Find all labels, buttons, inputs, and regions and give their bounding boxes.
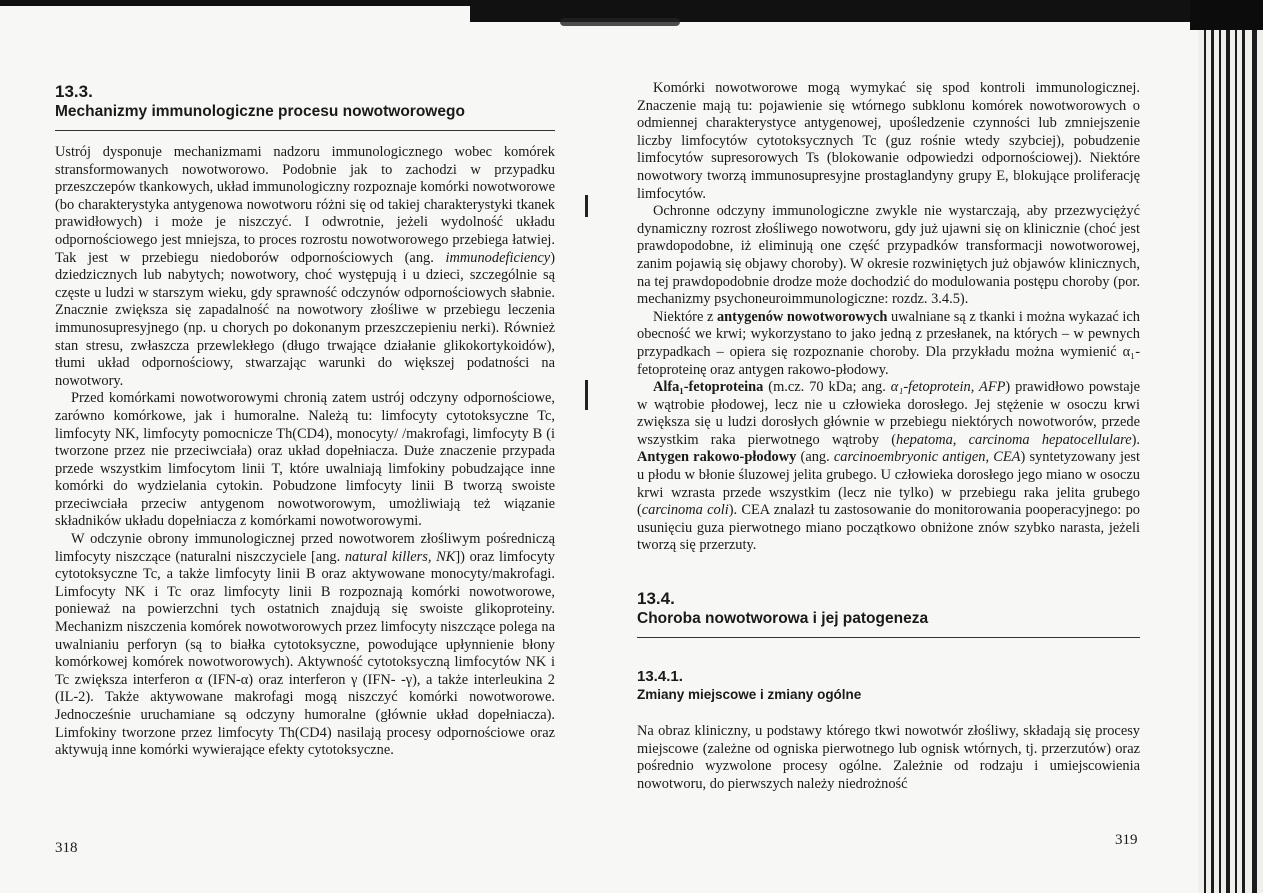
italic-term: α₁-fetoprotein, AFP bbox=[890, 379, 1006, 396]
text-run: uwalniane są z tkanki i można wykazać ich obecność we krwi; wykorzystano to jako jedną z przesłanek, na których – w pewnych przypadkach – opiera się rozpoznanie choroby. Dla przykładu można wymienić α₁-fetoproteinę oraz antygen rakowo-płodowy. bbox=[637, 308, 1140, 378]
right-page bbox=[637, 80, 1140, 793]
section-number: 13.3. bbox=[55, 82, 93, 101]
text-run: W odczynie obrony immunologicznej przed nowotworem złośliwym pośredniczą limfocyty niszczące (naturalni niszczyciele [ang. bbox=[55, 531, 555, 565]
text-run: Niektóre z bbox=[653, 308, 717, 325]
bold-term: antygenów nowotworowych bbox=[716, 308, 888, 325]
page-number-right: 319 bbox=[1115, 832, 1138, 848]
page-number-left: 318 bbox=[55, 840, 78, 856]
section-title: Mechanizmy immunologiczne procesu nowotworowego bbox=[55, 103, 465, 120]
book-spine-marks bbox=[585, 150, 591, 650]
bold-term: Alfa₁-fetoproteina bbox=[653, 379, 764, 396]
text-run: ). bbox=[1131, 431, 1141, 448]
page-edge-stack bbox=[1198, 30, 1263, 893]
paragraph bbox=[637, 309, 1140, 379]
text-run: (ang. bbox=[796, 449, 834, 466]
italic-term: immunodeficiency bbox=[445, 249, 551, 266]
paragraph bbox=[637, 379, 1140, 555]
section-title: Choroba nowotworowa i jej patogeneza bbox=[637, 610, 929, 628]
text-run: Ustrój dysponuje mechanizmami nadzoru immunologicznego wobec komórek stransformowanych nowotworowo. Podobnie jak to zachodzi w przypadku przeszczepów tkankowych, układ immunologiczny rozpoznaje komórki nowotworowe (bo charakterystyka antygenowa nowotworu różni się od takiej charakterystyki tkanek prawidłowych) i może je niszczyć. I odwrotnie, jeżeli wydolność układu odpornościowego jest mniejsza, to proces rozrostu nowotworowego przebiega łatwiej. Tak jest w przebiegu niedoborów odpornościowych (ang. bbox=[55, 144, 555, 266]
paragraph bbox=[55, 144, 555, 390]
paragraph bbox=[637, 203, 1140, 309]
scan-top-shadow bbox=[0, 0, 1263, 30]
bold-term: Antygen rakowo-płodowy bbox=[637, 449, 797, 466]
subsection-title: Zmiany miejscowe i zmiany ogólne bbox=[637, 687, 862, 703]
text-run: (m.cz. 70 kDa; ang. bbox=[763, 379, 891, 396]
subsection-number: 13.4.1. bbox=[637, 668, 683, 686]
italic-term: carcinoma coli bbox=[641, 502, 729, 519]
italic-term: natural killers, NK bbox=[344, 548, 456, 565]
text-run: ) syntetyzowany jest u płodu w błonie śluzowej jelita grubego. U człowieka dorosłego jego miano w osoczu krwi wzrasta przede wszystkim (lecz nie tylko) w przebiegu raka jelita grubego ( bbox=[637, 449, 1140, 519]
left-page bbox=[55, 82, 555, 760]
text-run: ). CEA znalazł tu zastosowanie do monitorowania pooperacyjnego: po usunięciu guza pierwotnego miano początkowo obniżone znów szybko narasta, jeżeli tworzą się przerzuty. bbox=[637, 502, 1140, 554]
text-run: ) prawidłowo powstaje w wątrobie płodowej, lecz nie u człowieka dorosłego. Jej stężenie w osoczu krwi zwiększa się u ludzi dorosłych głównie w przebiegu niektórych nowotworów, przede wszystkim raka pierwotnego wątroby ( bbox=[637, 379, 1140, 448]
italic-term: carcinoembryonic antigen, CEA bbox=[833, 449, 1021, 466]
text-run: Na obraz kliniczny, u podstawy którego tkwi nowotwór złośliwy, składają się procesy miejscowe (zależne od ogniska pierwotnego lub ognisk wtórnych, tj. przerzutów) oraz pośrednio wyzwolone procesy ogólne. Zależnie od rodzaju i umiejscowienia nowotworu, do pierwszych należy niedrożność bbox=[637, 723, 1140, 792]
text-run: Komórki nowotworowe mogą wymykać się spod kontroli immunologicznej. Znaczenie mają tu: pojawienie się wtórnego subklonu komórek nowotworowych o odmiennej charakterystyce antygenowej, upośledzenie czynności lub zmniejszenie liczby limfocytów cytotoksycznych Tc (guz rośnie wtedy szybciej), pobudzenie limfocytów supresorowych Ts (blokowanie odpowiedzi odpornościowej). Niektóre nowotwory tworzą immunosupresyjne prostaglandyny grupy E, blokujące proliferację limfocytów. bbox=[637, 80, 1140, 202]
italic-term: hepatoma, carcinoma hepatocellulare bbox=[896, 431, 1132, 448]
paragraph bbox=[55, 390, 555, 531]
paragraph bbox=[55, 531, 555, 760]
section-number: 13.4. bbox=[637, 589, 675, 609]
paragraph bbox=[637, 80, 1140, 203]
text-run: Przed komórkami nowotworowymi chronią zatem ustrój odczyny odpornościowe, zarówno komórkowe, jak i humoralne. Należą tu: limfocyty cytotoksyczne Tc, limfocyty NK, limfocyty pomocnicze Th(CD4), monocyty/ /makrofagi, limfocyty B (i tworzone przez nie przeciwciała) oraz układ dopełniacza. Duże znaczenie przypada przede wszystkim limfocytom linii T, które uwalniają limfokiny pobudzające inne komórki do wydzielania cytokin. Pobudzone limfocyty linii B tworzą swoiste przeciwciała przeciw antygenom nowotworowym, umożliwiają też wiązanie składników układu dopełniacza z komórkami nowotworowymi. bbox=[55, 390, 555, 530]
paragraph bbox=[637, 723, 1140, 793]
text-run: ]) oraz limfocyty cytotoksyczne Tc, a także limfocyty linii B oraz aktywowane monocyty/makrofagi. Limfocyty NK i Tc oraz limfocyty linii B rozpoznają komórki nowotworowe, ponieważ na powierzchni tych ostatnich znajdują się swoiste glikoproteiny. Mechanizm niszczenia komórek nowotworowych przez limfocyty niszczące polega na uwalnianiu perforyn (są to białka cytotoksyczne, powodujące upłynnienie błony komórkowej komórek nowotworowych). Aktywność cytotoksyczną limfocytów NK i Tc zwiększa interferon α (IFN-α) oraz interferon γ (IFN- -γ), a także interleukina 2 (IL-2). Także aktywowane makrofagi mogą niszczyć komórki nowotworowe. Jednocześnie uruchamiane są odczyny humoralne (głównie układ dopełniacza). Limfokiny tworzone przez limfocyty Th(CD4) nasilają procesy odpornościowe oraz aktywują inne komórki wywierające efekty cytotoksyczne. bbox=[55, 548, 556, 759]
text-run: ) dziedzicznych lub nabytych; nowotwory, choć występują i u dzieci, szczególnie są częste u ludzi w starszym wieku, gdy sprawność odczynów odpornościowych słabnie. Znacznie zwiększa się zapadalność na nowotwory złośliwe w przebiegu leczenia immunosupresyjnego (np. u chorych po dokonanym przeszczepieniu nerki). Również stan stresu, zwłaszcza przewlekłego (długo trwające działanie glikokortykoidów), tłumi układ odpornościowy, stwarzając warunki do większej podatności na nowotwory. bbox=[55, 249, 555, 389]
text-run: Ochronne odczyny immunologiczne zwykle nie wystarczają, aby przezwyciężyć dynamiczny rozrost złośliwego nowotworu, gdy już ujawni się on klinicznie (choć jest prawdopodobne, iż eliminują one część przypadków transformacji nowotworowej, zanim pojawią się objawy choroby). W okresie rozwiniętych już objawów klinicznych, na tej prawdopodobnie drodze może dochodzić do modulowania postępu choroby (por. mechanizmy psychoneuroimmunologiczne: rozdz. 3.4.5). bbox=[637, 203, 1140, 308]
